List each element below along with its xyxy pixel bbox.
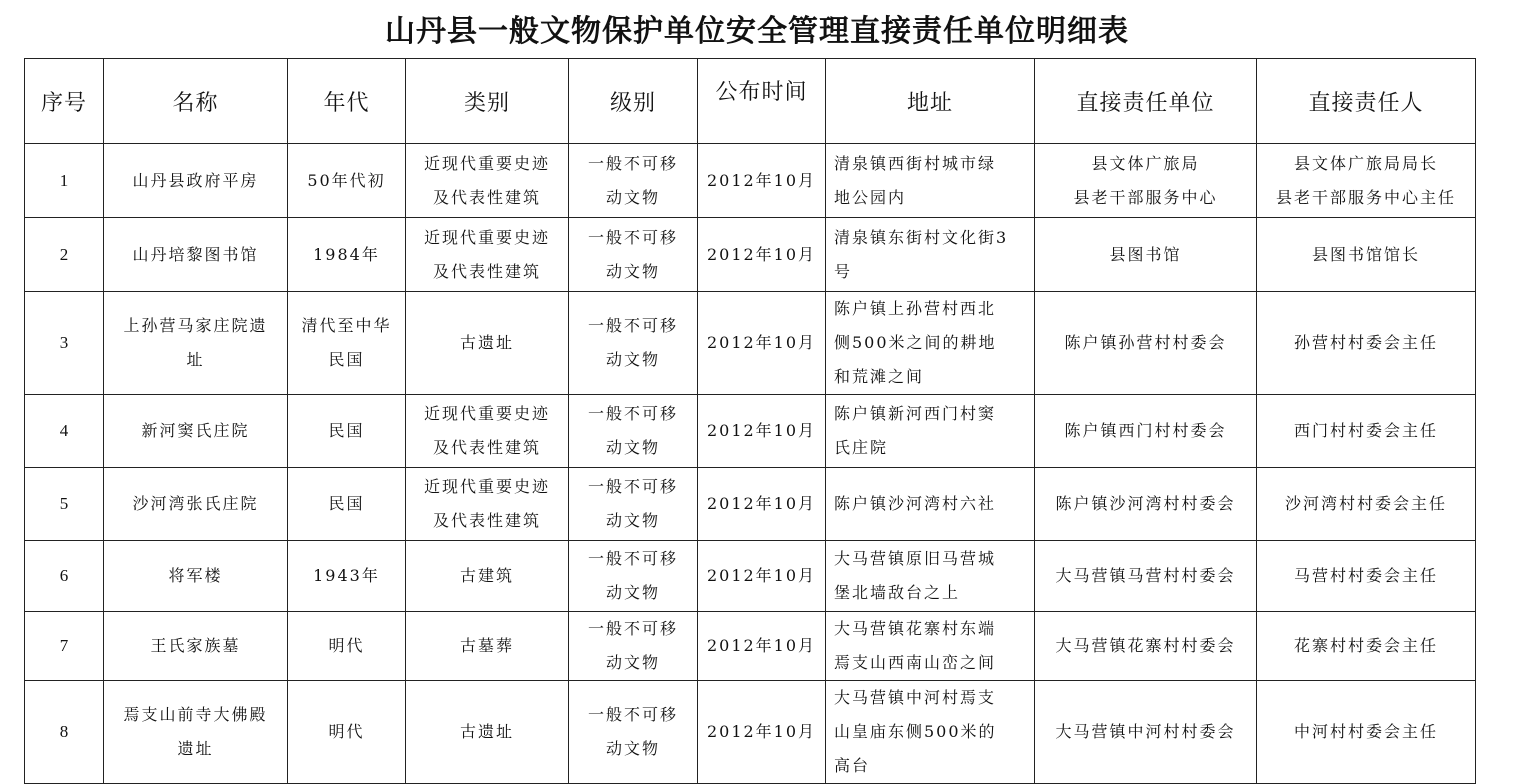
cell-name xyxy=(104,144,288,218)
cell-no: 8 xyxy=(25,681,104,784)
cell-level-line: 动文物 xyxy=(605,187,660,207)
cell-category-line: 近现代重要史迹 xyxy=(423,153,550,173)
table-row xyxy=(25,681,1476,784)
cell-publish-date: 2012年10月 xyxy=(698,681,826,784)
cell-category xyxy=(406,681,569,784)
cell-category-line: 及代表性建筑 xyxy=(432,187,541,207)
cell-era-line: 明代 xyxy=(328,722,365,741)
cell-responsible-person-line: 沙河湾村村委会主任 xyxy=(1284,494,1447,513)
cell-level-line: 一般不可移 xyxy=(587,619,678,638)
header-row xyxy=(25,59,1476,144)
cell-responsible-unit-line: 陈户镇孙营村村委会 xyxy=(1064,333,1227,352)
cell-level-line: 动文物 xyxy=(605,739,660,758)
cell-name-line: 焉支山前寺大佛殿 xyxy=(123,705,268,724)
cell-responsible-unit-line: 大马营镇花寨村村委会 xyxy=(1055,636,1236,655)
cell-name xyxy=(104,612,288,681)
cell-address-line: 大马营镇中河村焉支 xyxy=(834,688,997,707)
cell-level xyxy=(569,395,698,468)
cell-address-line: 清泉镇东街村文化街3 xyxy=(834,227,1009,247)
header-level: 级别 xyxy=(569,59,698,144)
cell-responsible-person xyxy=(1257,218,1476,292)
cell-address-line: 陈户镇上孙营村西北 xyxy=(834,299,997,318)
cell-publish-date: 2012年10月 xyxy=(698,218,826,292)
cell-responsible-person-line: 县图书馆馆长 xyxy=(1311,244,1420,264)
cell-address-line: 清泉镇西街村城市绿 xyxy=(834,153,997,173)
cell-era-line: 民国 xyxy=(328,350,365,369)
cell-responsible-unit xyxy=(1035,468,1257,541)
cell-name-line: 上孙营马家庄院遗 xyxy=(123,316,268,335)
page-title: 山丹县一般文物保护单位安全管理直接责任单位明细表 xyxy=(385,14,1129,49)
cell-responsible-unit xyxy=(1035,541,1257,612)
cell-no: 1 xyxy=(25,144,104,218)
cell-responsible-person-line: 西门村村委会主任 xyxy=(1293,421,1438,440)
cell-responsible-unit xyxy=(1035,218,1257,292)
cell-responsible-unit xyxy=(1035,612,1257,681)
table-row xyxy=(25,541,1476,612)
cell-address xyxy=(826,292,1035,395)
cell-responsible-person-line: 县老干部服务中心主任 xyxy=(1275,187,1456,207)
cell-responsible-unit-line: 县文体广旅局 xyxy=(1091,153,1200,173)
cell-level-line: 动文物 xyxy=(605,511,660,530)
cell-level xyxy=(569,292,698,395)
cell-era-line: 1984年 xyxy=(313,244,380,264)
cell-level xyxy=(569,541,698,612)
cell-level-line: 动文物 xyxy=(605,653,660,672)
cell-category xyxy=(406,468,569,541)
cell-responsible-person xyxy=(1257,395,1476,468)
table-row xyxy=(25,468,1476,541)
cell-responsible-person xyxy=(1257,468,1476,541)
cell-level-line: 一般不可移 xyxy=(587,227,678,247)
cell-address xyxy=(826,612,1035,681)
cell-category-line: 及代表性建筑 xyxy=(432,261,541,281)
cell-era xyxy=(288,612,406,681)
cell-responsible-unit-line: 大马营镇中河村村委会 xyxy=(1055,722,1236,741)
cell-no: 4 xyxy=(25,395,104,468)
cell-publish-date: 2012年10月 xyxy=(698,612,826,681)
header-category: 类别 xyxy=(406,59,569,144)
cell-name xyxy=(104,292,288,395)
cell-category-line: 近现代重要史迹 xyxy=(423,404,550,423)
cell-category xyxy=(406,292,569,395)
cell-category xyxy=(406,395,569,468)
cell-era xyxy=(288,541,406,612)
cell-responsible-unit-line: 大马营镇马营村村委会 xyxy=(1055,566,1236,585)
cell-category xyxy=(406,612,569,681)
cell-level-line: 一般不可移 xyxy=(587,404,678,423)
cell-era-line: 清代至中华 xyxy=(301,316,392,335)
cell-level-line: 动文物 xyxy=(605,438,660,457)
cell-name-line: 山丹培黎图书馆 xyxy=(132,244,259,264)
cell-category xyxy=(406,541,569,612)
cell-responsible-person-line: 孙营村村委会主任 xyxy=(1293,333,1438,352)
header-responsible-person: 直接责任人 xyxy=(1257,59,1476,144)
cell-era-line: 民国 xyxy=(328,494,365,513)
cell-responsible-unit-line: 陈户镇西门村村委会 xyxy=(1064,421,1227,440)
cell-category-line: 近现代重要史迹 xyxy=(423,477,550,496)
cell-era-line: 明代 xyxy=(328,636,365,655)
cell-category-line: 古建筑 xyxy=(459,566,514,585)
cell-name-line: 王氏家族墓 xyxy=(150,636,241,655)
heritage-table xyxy=(24,58,1476,784)
cell-address-line: 陈户镇沙河湾村六社 xyxy=(834,494,997,513)
cell-category-line: 及代表性建筑 xyxy=(432,438,541,457)
cell-category-line: 古遗址 xyxy=(459,722,514,741)
cell-level-line: 一般不可移 xyxy=(587,549,678,568)
cell-era-line: 1943年 xyxy=(313,566,380,585)
cell-responsible-unit-line: 县图书馆 xyxy=(1109,244,1182,264)
cell-level-line: 一般不可移 xyxy=(587,316,678,335)
cell-name xyxy=(104,681,288,784)
cell-address xyxy=(826,681,1035,784)
cell-category xyxy=(406,144,569,218)
cell-era xyxy=(288,395,406,468)
cell-level-line: 动文物 xyxy=(605,583,660,602)
cell-name-line: 新河窦氏庄院 xyxy=(141,421,250,440)
cell-era xyxy=(288,218,406,292)
cell-level xyxy=(569,218,698,292)
cell-name-line: 沙河湾张氏庄院 xyxy=(132,494,259,513)
cell-level xyxy=(569,468,698,541)
cell-address-line: 焉支山西南山峦之间 xyxy=(834,653,997,672)
cell-name-line: 将军楼 xyxy=(168,566,223,585)
cell-era xyxy=(288,144,406,218)
table-row xyxy=(25,144,1476,218)
cell-responsible-person xyxy=(1257,612,1476,681)
cell-name xyxy=(104,541,288,612)
cell-address-line: 和荒滩之间 xyxy=(834,367,925,386)
cell-responsible-unit xyxy=(1035,395,1257,468)
cell-era xyxy=(288,681,406,784)
header-responsible-unit: 直接责任单位 xyxy=(1035,59,1257,144)
cell-era xyxy=(288,468,406,541)
header-name: 名称 xyxy=(104,59,288,144)
cell-category-line: 及代表性建筑 xyxy=(432,511,541,530)
cell-responsible-unit xyxy=(1035,144,1257,218)
cell-address xyxy=(826,541,1035,612)
cell-responsible-person-line: 县文体广旅局局长 xyxy=(1293,153,1438,173)
cell-era-line: 民国 xyxy=(328,421,365,440)
cell-level xyxy=(569,681,698,784)
table-body xyxy=(25,144,1476,784)
cell-address-line: 大马营镇原旧马营城 xyxy=(834,549,997,568)
cell-responsible-person-line: 花寨村村委会主任 xyxy=(1293,636,1438,655)
cell-publish-date: 2012年10月 xyxy=(698,292,826,395)
cell-name-line: 址 xyxy=(186,350,205,369)
cell-address-line: 高台 xyxy=(834,756,871,775)
cell-category xyxy=(406,218,569,292)
cell-no: 3 xyxy=(25,292,104,395)
cell-responsible-person xyxy=(1257,292,1476,395)
table-row xyxy=(25,218,1476,292)
cell-category-line: 古墓葬 xyxy=(459,636,514,655)
table-row xyxy=(25,292,1476,395)
cell-address-line: 堡北墙敌台之上 xyxy=(834,583,961,602)
cell-no: 2 xyxy=(25,218,104,292)
cell-address xyxy=(826,218,1035,292)
cell-responsible-person xyxy=(1257,541,1476,612)
cell-address-line: 大马营镇花寨村东端 xyxy=(834,619,997,638)
cell-publish-date: 2012年10月 xyxy=(698,541,826,612)
cell-publish-date: 2012年10月 xyxy=(698,395,826,468)
cell-level-line: 一般不可移 xyxy=(587,705,678,724)
cell-category-line: 近现代重要史迹 xyxy=(423,227,550,247)
cell-name-line: 遗址 xyxy=(177,739,214,758)
cell-address xyxy=(826,468,1035,541)
cell-responsible-person-line: 马营村村委会主任 xyxy=(1293,566,1438,585)
cell-category-line: 古遗址 xyxy=(459,333,514,352)
cell-responsible-person-line: 中河村村委会主任 xyxy=(1293,722,1438,741)
cell-address-line: 氏庄院 xyxy=(834,438,889,457)
header-address: 地址 xyxy=(826,59,1035,144)
cell-publish-date: 2012年10月 xyxy=(698,144,826,218)
cell-address-line: 地公园内 xyxy=(834,187,907,207)
cell-name-line: 山丹县政府平房 xyxy=(132,170,259,190)
cell-address-line: 侧500米之间的耕地 xyxy=(834,333,997,352)
cell-publish-date: 2012年10月 xyxy=(698,468,826,541)
cell-no: 6 xyxy=(25,541,104,612)
header-no: 序号 xyxy=(25,59,104,144)
cell-level-line: 一般不可移 xyxy=(587,477,678,496)
header-era: 年代 xyxy=(288,59,406,144)
cell-level xyxy=(569,144,698,218)
cell-address-line: 山皇庙东侧500米的 xyxy=(834,722,997,741)
cell-responsible-unit xyxy=(1035,681,1257,784)
cell-level-line: 动文物 xyxy=(605,261,660,281)
cell-responsible-unit-line: 县老干部服务中心 xyxy=(1073,187,1218,207)
cell-address xyxy=(826,395,1035,468)
cell-era-line: 50年代初 xyxy=(307,170,386,190)
cell-level xyxy=(569,612,698,681)
cell-level-line: 动文物 xyxy=(605,350,660,369)
cell-name xyxy=(104,218,288,292)
header-publish-date: 公布时间 xyxy=(698,59,826,144)
cell-no: 7 xyxy=(25,612,104,681)
cell-responsible-unit-line: 陈户镇沙河湾村村委会 xyxy=(1055,494,1236,513)
cell-name xyxy=(104,395,288,468)
cell-era xyxy=(288,292,406,395)
cell-responsible-unit xyxy=(1035,292,1257,395)
cell-address-line: 号 xyxy=(834,261,853,281)
cell-level-line: 一般不可移 xyxy=(587,153,678,173)
table-row xyxy=(25,612,1476,681)
cell-responsible-person xyxy=(1257,681,1476,784)
cell-responsible-person xyxy=(1257,144,1476,218)
cell-address-line: 陈户镇新河西门村窦 xyxy=(834,404,997,423)
cell-address xyxy=(826,144,1035,218)
cell-name xyxy=(104,468,288,541)
table-row xyxy=(25,395,1476,468)
cell-no: 5 xyxy=(25,468,104,541)
